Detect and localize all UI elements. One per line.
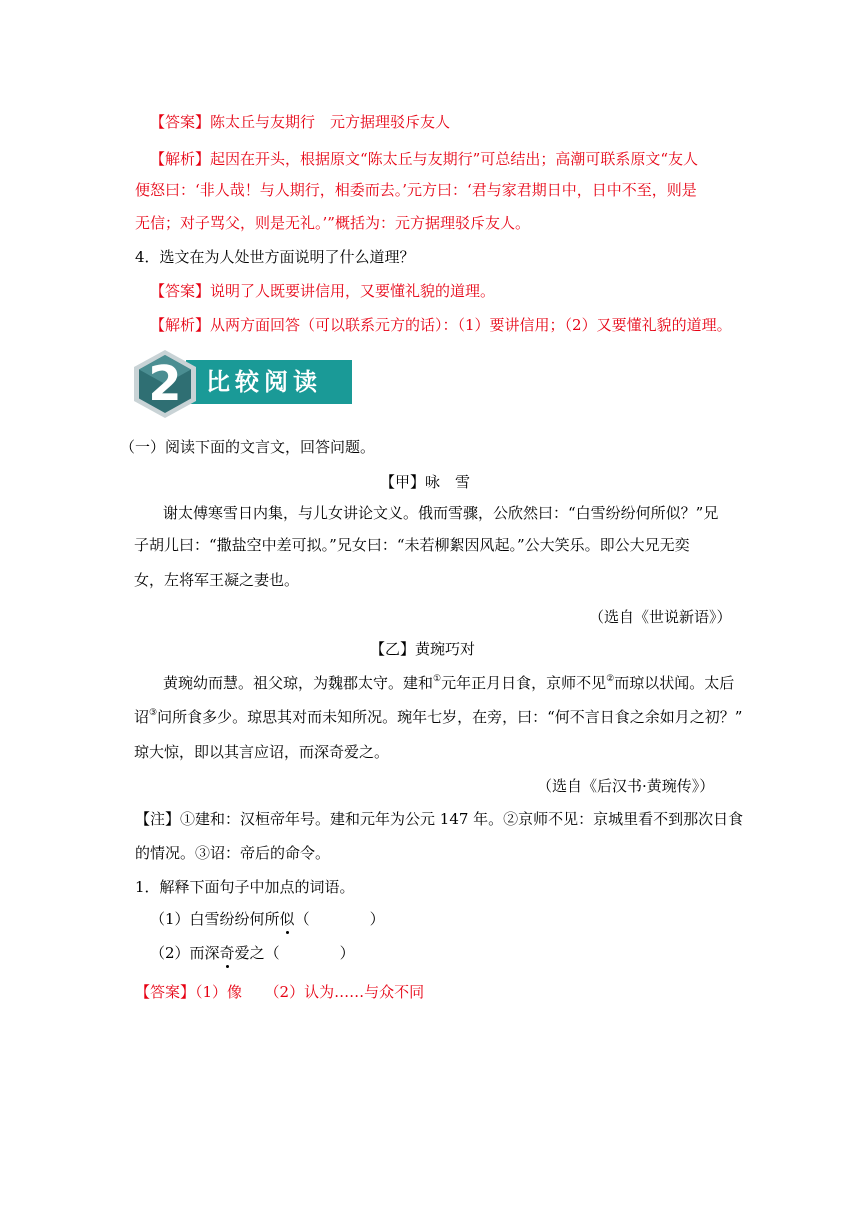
analysis-text: 起因在开头，根据原文“陈太丘与友期行”可总结出；高潮可联系原文“友人 [210, 150, 699, 168]
passage-a-source: （选自《世说新语》） [589, 608, 732, 626]
banner-number: 2 [148, 356, 182, 412]
item-text: （1）白雪纷纷何所 [150, 910, 280, 928]
passage-b-text: 诏 [134, 708, 150, 726]
analysis-label: 【解析】 [150, 150, 211, 168]
section-intro: （一）阅读下面的文言文，回答问题。 [120, 438, 376, 456]
section-banner [130, 348, 352, 420]
passage-b-title: 【乙】黄琬巧对 [370, 640, 476, 658]
question-1-item-2 [150, 943, 355, 963]
answer-line-3 [135, 982, 424, 1002]
answer-label: 【答案】 [150, 282, 211, 300]
analysis-line-2: 便怒曰：‘非人哉！与人期行，相委而去。’元方曰：‘君与家君期日中，日中不至，则是 [135, 181, 697, 199]
passage-a-line-3: 女，左将军王凝之妻也。 [134, 571, 300, 589]
passage-b-line-3: 琼大惊，即以其言应诏，而深奇爱之。 [134, 743, 390, 761]
passage-b-text: 问所食多少。琼思其对而未知所况。琬年七岁，在旁，曰：“何不言日食之余如月之初？” [157, 708, 743, 726]
passage-a-title: 【甲】咏 雪 [380, 473, 471, 491]
passage-a-line-2: 子胡儿曰：“撒盐空中差可拟。”兄女曰：“未若柳絮因风起。”公大笑乐。即公大兄无奕 [134, 536, 690, 554]
answer-line-2 [150, 281, 495, 301]
dotted-word: 似 [279, 910, 295, 928]
dotted-word: 奇 [219, 944, 235, 962]
item-text: （2）而深 [150, 944, 220, 962]
banner-bar [186, 360, 352, 404]
passage-a-line-1: 谢太傅寒雪日内集，与儿女讲论文义。俄而雪骤，公欣然曰：“白雪纷纷何所似？”兄 [163, 504, 719, 522]
analysis-label: 【解析】 [150, 316, 211, 334]
answer-text: （1）像 （2）认为……与众不同 [195, 983, 425, 1001]
answer-blank: 爱之（ ） [234, 944, 355, 962]
banner-title: 比较阅读 [206, 368, 322, 396]
answer-blank: （ ） [294, 910, 385, 928]
answer-text: 说明了人既要讲信用，又要懂礼貌的道理。 [210, 282, 496, 300]
note-line-2: 的情况。③诏：帝后的命令。 [135, 844, 331, 862]
question-1: 1．解释下面句子中加点的词语。 [135, 878, 355, 896]
note-line-1: 【注】①建和：汉桓帝年号。建和元年为公元 147 年。②京师不见：京城里看不到那次日食 [135, 810, 744, 828]
passage-b-text: 而琼以状闻。太后 [614, 674, 735, 692]
passage-b-text: 元年正月日食，京师不见 [441, 674, 607, 692]
answer-text: 陈太丘与友期行 元方据理驳斥友人 [210, 113, 451, 131]
footnote-marker: ③ [149, 708, 158, 718]
footnote-marker: ① [433, 674, 442, 684]
passage-b-line-1 [163, 673, 734, 693]
answer-line-1 [150, 112, 450, 132]
analysis-line-4 [150, 315, 732, 335]
analysis-line-3: 无信；对子骂父，则是无礼。’”概括为：元方据理驳斥友人。 [135, 214, 530, 232]
analysis-line-1 [150, 149, 698, 169]
answer-label: 【答案】 [135, 983, 196, 1001]
footnote-marker: ② [606, 674, 615, 684]
analysis-text: 从两方面回答（可以联系元方的话）：（1）要讲信用；（2）又要懂礼貌的道理。 [210, 316, 732, 334]
passage-b-text: 黄琬幼而慧。祖父琼，为魏郡太守。建和 [163, 674, 434, 692]
passage-b-line-2 [134, 707, 742, 727]
number-badge-icon [130, 348, 200, 420]
question-1-item-1 [150, 909, 385, 929]
answer-label: 【答案】 [150, 113, 211, 131]
passage-b-source: （选自《后汉书·黄琬传》） [537, 777, 715, 795]
question-4: 4．选文在为人处世方面说明了什么道理？ [135, 248, 415, 266]
